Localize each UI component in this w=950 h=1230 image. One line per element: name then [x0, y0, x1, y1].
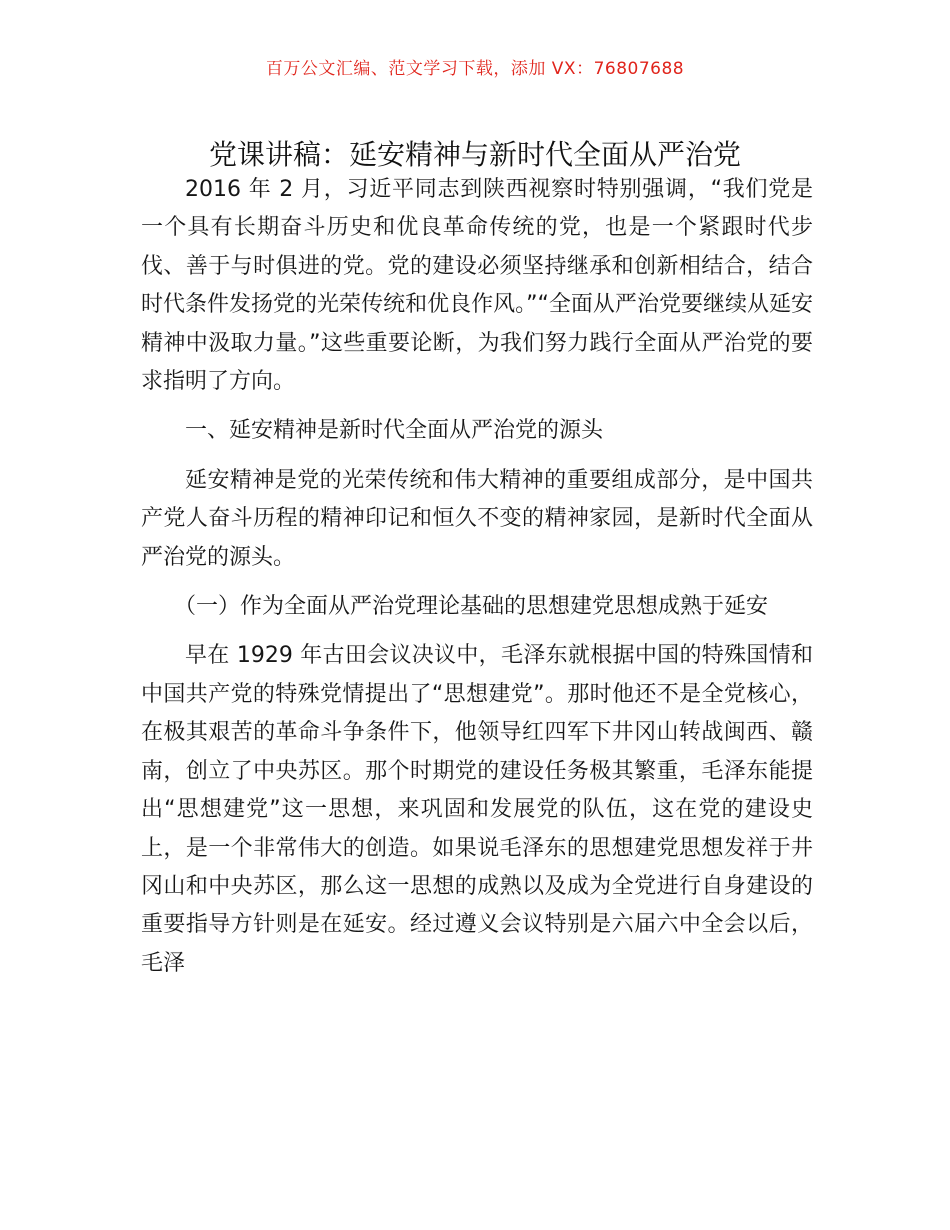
watermark-header: 百万公文汇编、范文学习下载，添加 VX：76807688: [265, 59, 685, 79]
document-title: 党课讲稿：延安精神与新时代全面从严治党: [208, 137, 741, 171]
subsection-heading: （一）作为全面从严治党理论基础的思想建党思想成熟于延安: [174, 594, 769, 620]
subsection-paragraph: 早在 1929 年古田会议决议中，毛泽东就根据中国的特殊国情和中国共产党的特殊党情提出了“思想建党”。那时他还不是全党核心，在极其艰苦的革命斗争条件下，他领导红四军下井冈山转战闽西、赣南，创立了中央苏区。那个时期党的建设任务极其繁重，毛泽东能提出“思想建党”这一思想，来巩固和发展党的队伍，这在党的建设史上，是一个非常伟大的创造。如果说毛泽东的思想建党思想发祥于井冈山和中央苏区，那么这一思想的成熟以及成为全党进行自身建设的重要指导方针则是在延安。经过遵义会议特别是六届六中全会以后，毛泽: [141, 643, 813, 976]
intro-paragraph: 2016 年 2 月，习近平同志到陕西视察时特别强调，“我们党是一个具有长期奋斗历史和优良革命传统的党，也是一个紧跟时代步伐、善于与时俱进的党。党的建设必须坚持继承和创新相结合，结合时代条件发扬党的光荣传统和优良作风。”“全面从严治党要继续从延安精神中汲取力量。”这些重要论断，为我们努力践行全面从严治党的要求指明了方向。: [141, 177, 813, 395]
document-body: [141, 171, 813, 983]
section-heading: 一、延安精神是新时代全面从严治党的源头: [185, 418, 604, 444]
section-paragraph: 延安精神是党的光荣传统和伟大精神的重要组成部分，是中国共产党人奋斗历程的精神印记和恒久不变的精神家园，是新时代全面从严治党的源头。: [141, 467, 813, 570]
